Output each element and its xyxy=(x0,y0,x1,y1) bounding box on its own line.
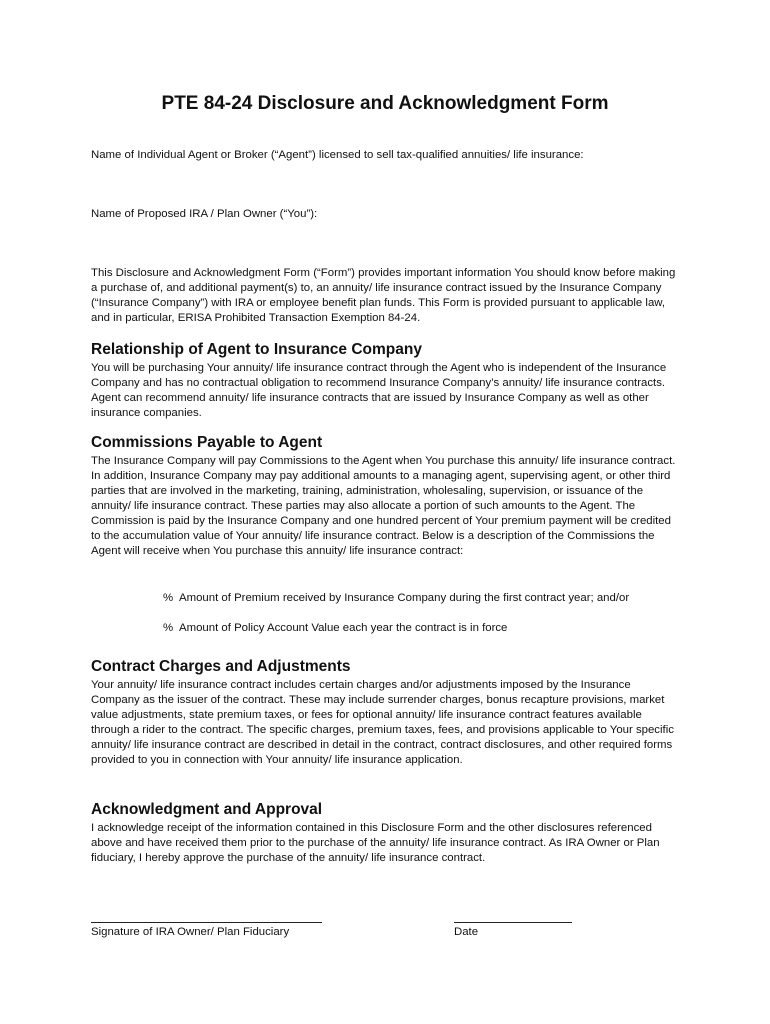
intro-paragraph: This Disclosure and Acknowledgment Form (“Form”) provides important information You should know before making a purchase of, and additional payment(s) to, an annuity/ life insurance contract issued by the Insurance Company (“Insurance Company”) with IRA or employee benefit plan funds. This Form is provided pursuant to applicable law, and in particular, ERISA Prohibited Transaction Exemption 84-24. xyxy=(91,267,676,324)
percent-symbol: % xyxy=(163,592,174,604)
acknowledgment-body: I acknowledge receipt of the information contained in this Disclosure Form and the other disclosures referenced above and have received them prior to the purchase of the annuity/ life insurance contract. As IRA Owner or Plan fiduciary, I hereby approve the purchase of the annuity/ life insurance contract. xyxy=(91,822,660,864)
signature-line[interactable] xyxy=(91,922,322,923)
signature-label: Signature of IRA Owner/ Plan Fiduciary xyxy=(91,926,290,938)
relationship-heading: Relationship of Agent to Insurance Company xyxy=(91,341,422,358)
acknowledgment-heading: Acknowledgment and Approval xyxy=(91,801,323,818)
agent-name-label: Name of Individual Agent or Broker (“Agent”) licensed to sell tax-qualified annuities/ life insurance: xyxy=(91,149,584,161)
commission-item-account-value xyxy=(163,621,507,636)
percent-symbol: % xyxy=(163,622,174,634)
commission-item-text: Amount of Premium received by Insurance Company during the first contract year; and/or xyxy=(179,592,630,604)
date-label: Date xyxy=(454,926,479,938)
relationship-body: You will be purchasing Your annuity/ life insurance contract through the Agent who is independent of the Insurance Company and has no contractual obligation to recommend Insurance Company’s annuity/ life insurance contracts. Agent can recommend annuity/ life insurance contracts that are issued by Insurance Company as well as other insurance companies. xyxy=(91,362,667,419)
date-line[interactable] xyxy=(454,922,572,923)
owner-name-label: Name of Proposed IRA / Plan Owner (“You”): xyxy=(91,208,318,220)
charges-heading: Contract Charges and Adjustments xyxy=(91,658,351,675)
charges-body: Your annuity/ life insurance contract includes certain charges and/or adjustments imposed by the Insurance Company as the issuer of the contract. These may include surrender charges, bonus recapture provisions, market value adjustments, state premium taxes, or fees for optional annuity/ life insurance contract features available through a rider to the contract. The specific charges, premium taxes, fees, and provisions applicable to Your specific annuity/ life insurance contract are described in detail in the contract, contract disclosures, and other required forms provided to you in connection with Your annuity/ life insurance application. xyxy=(91,679,674,766)
form-title: PTE 84-24 Disclosure and Acknowledgment Form xyxy=(161,93,609,114)
commission-item-premium xyxy=(163,591,629,606)
commissions-body: The Insurance Company will pay Commissions to the Agent when You purchase this annuity/ life insurance contract. In addition, Insurance Company may pay additional amounts to a managing agent, supervising agent, or other third parties that are involved in the marketing, training, administration, wholesaling, supervision, or issuance of the annuity/ life insurance contract. These parties may also allocate a portion of such amounts to the Agent. The Commission is paid by the Insurance Company and one hundred percent of Your premium payment will be credited to the accumulation value of Your annuity/ life insurance contract. Below is a description of the Commissions the Agent will receive when You purchase this annuity/ life insurance contract: xyxy=(91,455,676,557)
commission-item-text: Amount of Policy Account Value each year the contract is in force xyxy=(179,622,508,634)
commissions-heading: Commissions Payable to Agent xyxy=(91,434,323,451)
